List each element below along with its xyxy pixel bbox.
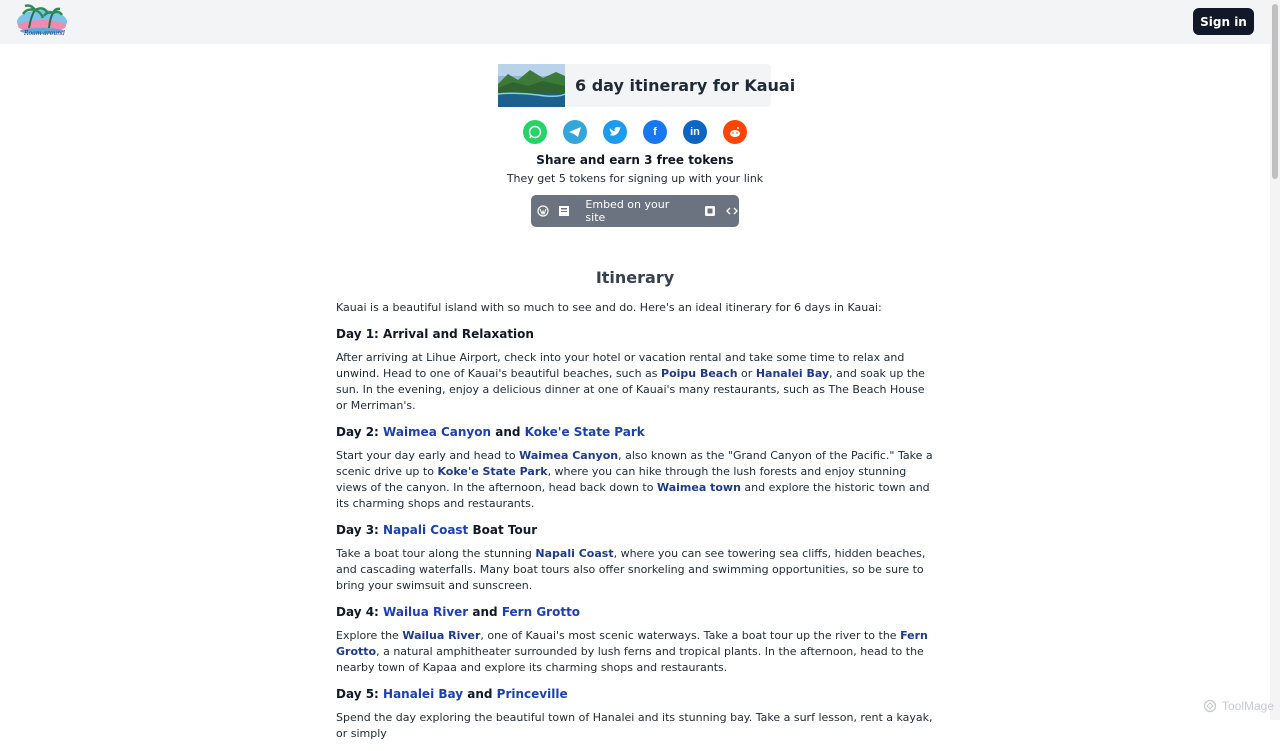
text: Spend the day exploring the beautiful town of Hanalei and its stunning bay. Take a surf lesson, rent a kayak, or simply	[336, 711, 933, 740]
telegram-icon[interactable]	[563, 120, 587, 144]
napali-coast-link[interactable]: Napali Coast	[383, 523, 469, 537]
day-suffix: Boat Tour	[472, 523, 538, 537]
share-subtitle: They get 5 tokens for signing up with your link	[506, 172, 764, 185]
day-prefix: Day 5:	[336, 687, 379, 701]
wordpress-icon[interactable]	[536, 204, 549, 218]
toolmage-logo-icon	[1203, 699, 1217, 713]
day-3-body	[336, 546, 934, 594]
wailua-river-link[interactable]: Wailua River	[402, 629, 481, 642]
kokee-state-park-link[interactable]: Koke'e State Park	[437, 465, 548, 478]
fern-grotto-link[interactable]: Fern Grotto	[501, 605, 581, 619]
notion-icon[interactable]	[557, 204, 570, 218]
sign-in-button[interactable]: Sign in	[1193, 8, 1254, 35]
day-5-heading	[336, 685, 934, 703]
itinerary-content	[336, 300, 934, 751]
text: , where you can see towering sea cliffs, hidden beaches, and cascading waterfalls. Many boat tours also offer snorkeling and swimming opportunities, so be sure to bring your swimsuit and sunscreen.	[336, 547, 926, 592]
day-prefix: Day 2:	[336, 425, 379, 439]
roam-around-logo[interactable]	[15, 4, 69, 40]
day-1-heading	[336, 325, 934, 343]
hanalei-bay-link[interactable]: Hanalei Bay	[755, 367, 830, 380]
waimea-canyon-link[interactable]: Waimea Canyon	[519, 449, 619, 462]
linkedin-icon[interactable]: in	[683, 120, 707, 144]
text: , and soak up the sun. In the evening, enjoy a delicious dinner at one of Kauai's many restaurants, such as The Beach House or Merriman's.	[336, 367, 925, 412]
and-text: and	[495, 425, 521, 439]
toolmage-watermark	[1203, 699, 1274, 713]
facebook-icon[interactable]: f	[643, 120, 667, 144]
top-bar	[0, 0, 1270, 44]
hanalei-bay-link[interactable]: Hanalei Bay	[383, 687, 464, 701]
text: or	[737, 367, 756, 380]
twitter-icon[interactable]	[603, 120, 627, 144]
itinerary-heading: Itinerary	[595, 268, 675, 287]
text: Start your day early and head to	[336, 449, 520, 462]
day-title: Arrival and Relaxation	[383, 327, 534, 341]
day-4-heading	[336, 603, 934, 621]
text: After arriving at Lihue Airport, check into your hotel or vacation rental and take some time to relax and unwind. Head to one of Kauai's beautiful beaches, such as	[336, 351, 905, 380]
text: , also known as the "Grand Canyon of the Pacific." Take a scenic drive up to	[336, 449, 933, 478]
and-text: and	[467, 687, 493, 701]
itinerary-intro: Kauai is a beautiful island with so much to see and do. Here's an ideal itinerary for 6 days in Kauai:	[336, 301, 882, 314]
day-4-body	[336, 628, 934, 676]
text: , one of Kauai's most scenic waterways. Take a boat tour up the river to the	[480, 629, 901, 642]
trip-title: 6 day itinerary for Kauai	[575, 76, 796, 95]
day-2-heading	[336, 423, 934, 441]
day-5-body	[336, 710, 934, 742]
waimea-town-link[interactable]: Waimea town	[656, 481, 741, 494]
poipu-beach-link[interactable]: Poipu Beach	[661, 367, 738, 380]
day-prefix: Day 1:	[336, 327, 379, 341]
watermark-text: ToolMage	[1222, 699, 1275, 713]
fern-grotto-link[interactable]: Fern Grotto	[336, 629, 928, 658]
kauai-thumbnail	[498, 64, 565, 107]
day-prefix: Day 4:	[336, 605, 379, 619]
text: Take a boat tour along the stunning	[336, 547, 536, 560]
text: and explore the historic town and its charming shops and restaurants.	[336, 481, 930, 510]
code-icon[interactable]	[726, 204, 739, 218]
wailua-river-link[interactable]: Wailua River	[383, 605, 469, 619]
logo-text: Roam around	[24, 30, 65, 37]
day-prefix: Day 3:	[336, 523, 379, 537]
and-text: and	[472, 605, 498, 619]
kokee-state-park-link[interactable]: Koke'e State Park	[524, 425, 645, 439]
text: , where you can hike through the lush forests and enjoy stunning views of the canyon. In the afternoon, head back down to	[336, 465, 907, 494]
trip-title-card	[498, 64, 796, 107]
princeville-link[interactable]: Princeville	[496, 687, 568, 701]
whatsapp-icon[interactable]	[523, 120, 547, 144]
text: Explore the	[336, 629, 403, 642]
day-2-body	[336, 448, 934, 512]
reddit-icon[interactable]	[723, 120, 747, 144]
scrollbar-thumb[interactable]	[1272, 4, 1278, 179]
embed-bar[interactable]	[531, 195, 739, 227]
waimea-canyon-link[interactable]: Waimea Canyon	[383, 425, 492, 439]
embed-label[interactable]: Embed on your site	[585, 198, 670, 224]
day-3-heading	[336, 521, 934, 539]
copy-icon[interactable]	[704, 204, 717, 218]
text: , a natural amphitheater surrounded by lush ferns and tropical plants. In the afternoon, head to the nearby town of Kapaa and explore its charming shops and restaurants.	[336, 645, 924, 674]
day-1-body	[336, 350, 934, 414]
napali-coast-link[interactable]: Napali Coast	[535, 547, 614, 560]
share-buttons	[523, 120, 747, 144]
share-title: Share and earn 3 free tokens	[536, 153, 734, 167]
